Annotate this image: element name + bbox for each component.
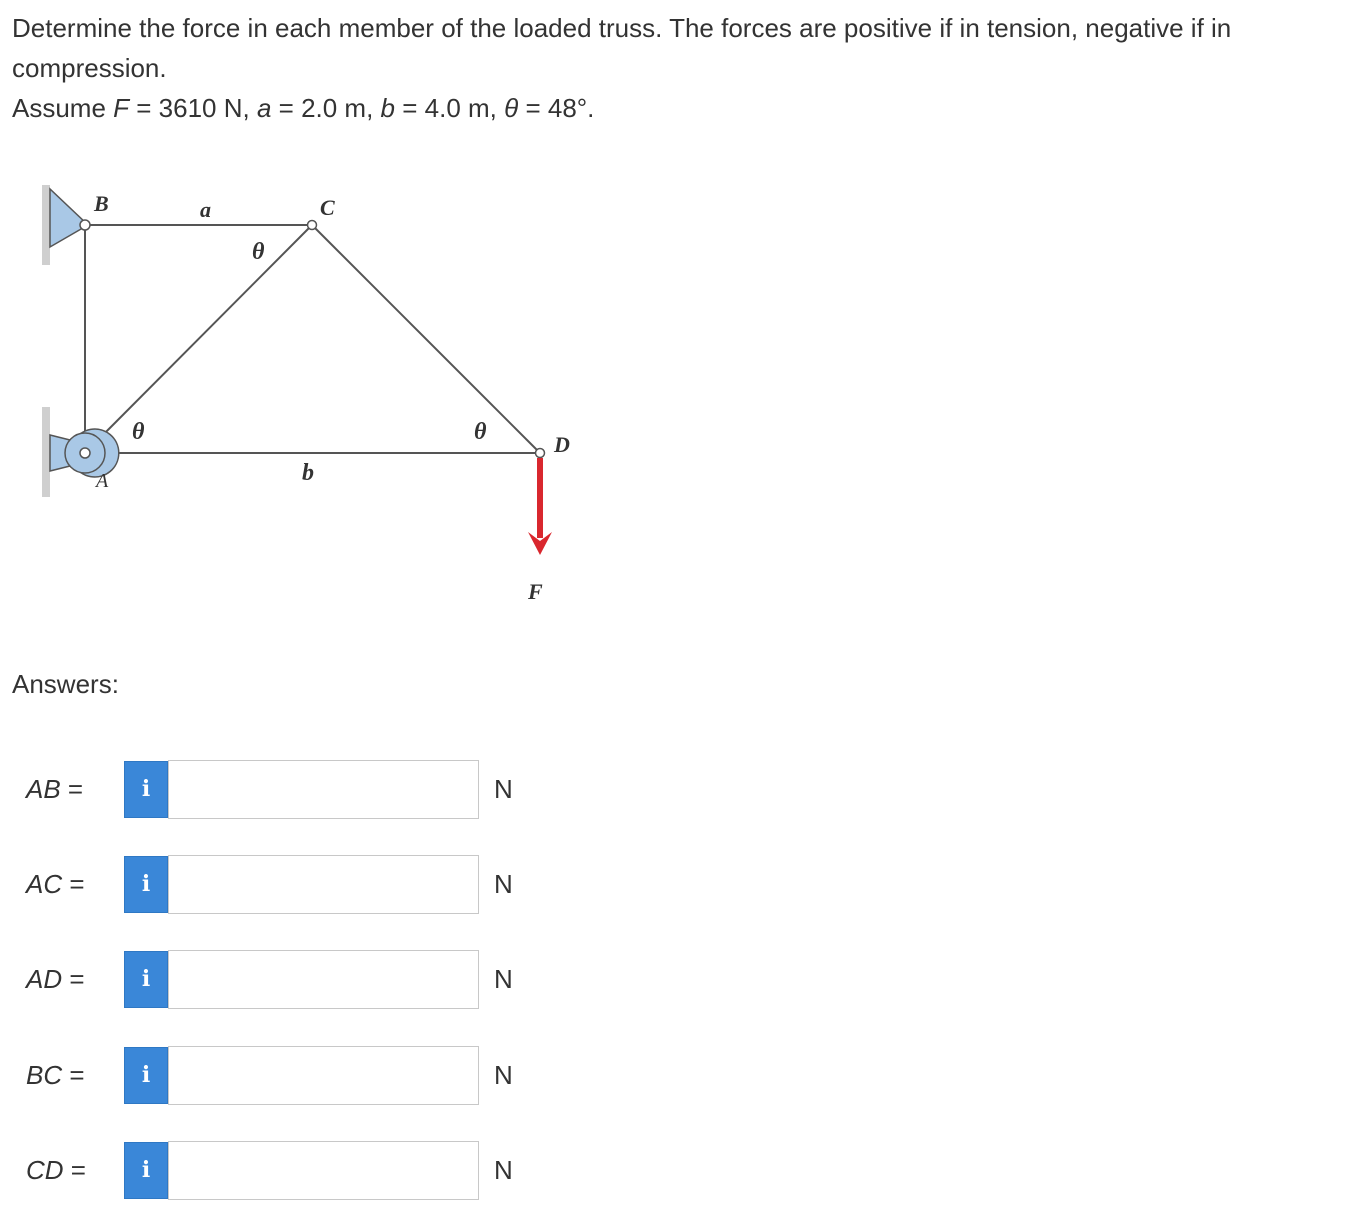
info-icon[interactable]: i [124,951,168,1008]
answer-row-bc [0,1046,620,1106]
answer-label-ac-eq: = [62,869,85,899]
label-theta-right: θ [474,419,487,445]
label-c: C [320,195,335,220]
theta-symbol: θ [504,93,519,123]
assume-prefix: Assume [12,93,114,123]
label-a-dimension: a [200,197,211,222]
joint-d [536,449,545,458]
label-theta-left: θ [132,419,145,445]
info-icon[interactable]: i [124,856,168,913]
label-b: B [94,191,109,216]
answer-unit-ab: N [494,774,513,804]
truss-figure [30,175,590,615]
info-icon[interactable]: i [124,1047,168,1104]
joint-b [80,220,90,230]
answer-label-ad-name: AD [26,964,63,994]
answer-label-ab-name: AB [26,774,61,804]
answer-unit-ad: N [494,964,513,994]
a-symbol: a [256,93,272,123]
answer-label-ad [26,962,85,996]
answer-label-bc [26,1058,85,1092]
label-theta-top: θ [252,239,265,265]
answers-heading: Answers: [12,669,119,699]
joint-a [80,448,90,458]
problem-statement [12,8,1342,128]
b-value: = 4.0 m, [395,93,505,123]
answer-label-ac-name: AC [26,869,63,899]
truss-diagram [30,175,590,615]
upper-wall [42,185,50,265]
answer-row-ac [0,855,620,915]
answer-label-bc-eq: = [62,1060,85,1090]
problem-text: Determine the force in each member of the loaded truss. The forces are positive if in tension, negative if in compression. [12,13,1232,83]
info-icon[interactable]: i [124,1142,168,1199]
answer-row-ab [0,760,620,820]
answer-label-ad-eq: = [62,964,85,994]
joint-c [308,221,317,230]
force-value: = 3610 N, [129,93,257,123]
answer-input-ab[interactable] [168,760,479,819]
answer-input-ad[interactable] [168,950,479,1009]
answer-label-bc-name: BC [26,1060,63,1090]
theta-value: = 48°. [518,93,595,123]
label-a-joint: A [96,470,109,492]
label-b-dimension: b [302,460,314,486]
answer-label-cd-name: CD [26,1155,64,1185]
answer-input-cd[interactable] [168,1141,479,1200]
answer-unit-cd: N [494,1155,513,1185]
answer-row-cd [0,1141,620,1201]
label-f: F [528,579,543,604]
a-value: = 2.0 m, [271,93,381,123]
answer-label-cd-eq: = [63,1155,86,1185]
label-d: D [554,432,570,457]
force-arrow-shaft [537,458,543,538]
answer-unit-ac: N [494,869,513,899]
force-symbol: F [113,93,130,123]
answer-label-ab-eq: = [60,774,84,804]
b-symbol: b [380,93,396,123]
answer-label-ac [26,867,85,901]
answer-input-ac[interactable] [168,855,479,914]
answer-row-ad [0,950,620,1010]
member-ac [85,225,312,453]
info-icon[interactable]: i [124,761,168,818]
given-values [12,88,1342,128]
answer-label-ab [26,772,83,806]
answer-input-bc[interactable] [168,1046,479,1105]
member-cd [312,225,540,453]
support-b-pin [50,189,88,247]
answer-unit-bc: N [494,1060,513,1090]
lower-wall [42,407,50,497]
answer-label-cd [26,1153,86,1187]
